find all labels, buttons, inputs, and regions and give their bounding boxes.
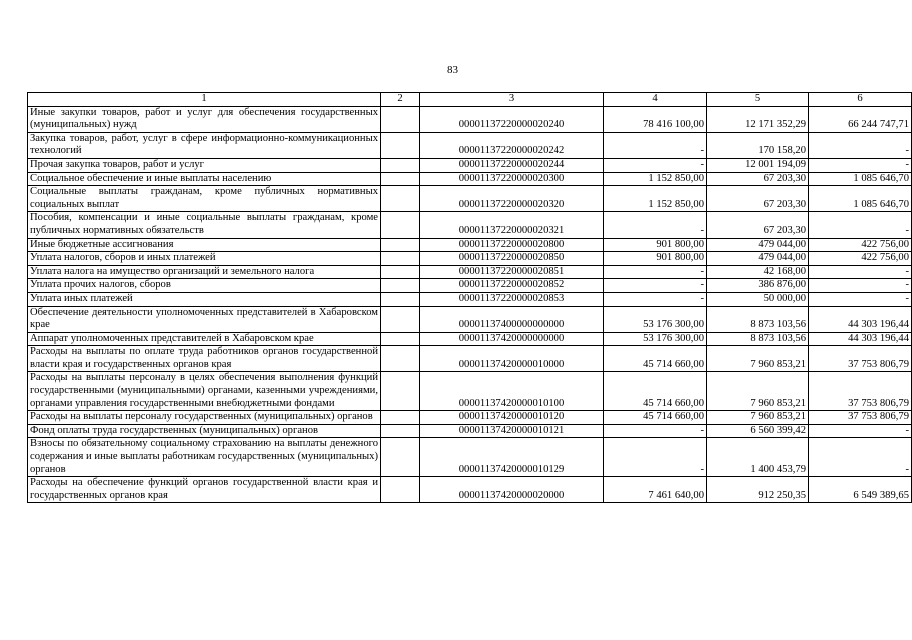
row-name: Расходы на обеспечение функций органов государственной власти края и государственных органов края xyxy=(28,477,381,503)
row-col6: - xyxy=(809,158,912,172)
row-col2 xyxy=(381,292,420,306)
row-code: 00001137420000000000 xyxy=(420,332,604,346)
row-col4: 53 176 300,00 xyxy=(604,332,707,346)
row-col6: - xyxy=(809,132,912,158)
row-col2 xyxy=(381,265,420,279)
row-col5: 912 250,35 xyxy=(707,477,809,503)
row-name: Расходы на выплаты персоналу в целях обеспечения выполнения функций государственными (муниципальными) органами, казенными учреждениями, органами управления государственными внебюджетными фондами xyxy=(28,372,381,411)
row-code: 00001137220000020244 xyxy=(420,158,604,172)
column-number: 1 xyxy=(28,93,381,107)
row-col5: 7 960 853,21 xyxy=(707,372,809,411)
table-row xyxy=(28,438,912,477)
row-col5: 67 203,30 xyxy=(707,212,809,238)
row-col6: 422 756,00 xyxy=(809,238,912,252)
row-col5: 8 873 103,56 xyxy=(707,306,809,332)
row-col5: 7 960 853,21 xyxy=(707,411,809,425)
row-col6: - xyxy=(809,438,912,477)
table-row xyxy=(28,332,912,346)
row-col5: 12 171 352,29 xyxy=(707,106,809,132)
row-col6: 37 753 806,79 xyxy=(809,411,912,425)
table-row xyxy=(28,212,912,238)
row-col5: 7 960 853,21 xyxy=(707,346,809,372)
row-col6: 37 753 806,79 xyxy=(809,372,912,411)
row-col5: 6 560 399,42 xyxy=(707,424,809,438)
row-name: Иные закупки товаров, работ и услуг для обеспечения государственных (муниципальных) нужд xyxy=(28,106,381,132)
column-number: 5 xyxy=(707,93,809,107)
table-row xyxy=(28,238,912,252)
row-col2 xyxy=(381,172,420,186)
row-name: Уплата прочих налогов, сборов xyxy=(28,279,381,293)
row-code: 00001137420000010120 xyxy=(420,411,604,425)
row-col2 xyxy=(381,106,420,132)
row-col6: - xyxy=(809,279,912,293)
row-code: 00001137420000020000 xyxy=(420,477,604,503)
row-col2 xyxy=(381,411,420,425)
row-name: Уплата иных платежей xyxy=(28,292,381,306)
table-row xyxy=(28,172,912,186)
row-col2 xyxy=(381,238,420,252)
row-col5: 8 873 103,56 xyxy=(707,332,809,346)
row-col2 xyxy=(381,306,420,332)
table-row xyxy=(28,346,912,372)
row-code: 00001137220000020300 xyxy=(420,172,604,186)
row-code: 00001137400000000000 xyxy=(420,306,604,332)
row-name: Расходы на выплаты персоналу государственных (муниципальных) органов xyxy=(28,411,381,425)
row-col4: 7 461 640,00 xyxy=(604,477,707,503)
table-row xyxy=(28,477,912,503)
column-number-row xyxy=(28,93,912,107)
row-col4: - xyxy=(604,265,707,279)
row-code: 00001137220000020240 xyxy=(420,106,604,132)
row-col6: 44 303 196,44 xyxy=(809,332,912,346)
row-col2 xyxy=(381,332,420,346)
row-name: Уплата налогов, сборов и иных платежей xyxy=(28,252,381,266)
table-row xyxy=(28,252,912,266)
row-name: Расходы на выплаты по оплате труда работников органов государственной власти края и государственных органов края xyxy=(28,346,381,372)
row-col6: - xyxy=(809,292,912,306)
row-col6: - xyxy=(809,265,912,279)
row-col2 xyxy=(381,186,420,212)
row-col4: 45 714 660,00 xyxy=(604,372,707,411)
row-col4: - xyxy=(604,438,707,477)
row-col5: 42 168,00 xyxy=(707,265,809,279)
row-code: 00001137220000020852 xyxy=(420,279,604,293)
row-col6: 44 303 196,44 xyxy=(809,306,912,332)
row-col6: - xyxy=(809,212,912,238)
row-code: 00001137220000020321 xyxy=(420,212,604,238)
row-name: Социальные выплаты гражданам, кроме публичных нормативных социальных выплат xyxy=(28,186,381,212)
row-code: 00001137420000010121 xyxy=(420,424,604,438)
row-col2 xyxy=(381,424,420,438)
table-row xyxy=(28,132,912,158)
row-col4: - xyxy=(604,279,707,293)
row-name: Аппарат уполномоченных представителей в Хабаровском крае xyxy=(28,332,381,346)
table-row xyxy=(28,424,912,438)
row-col4: - xyxy=(604,132,707,158)
page-number: 83 xyxy=(447,64,458,76)
row-col6: 66 244 747,71 xyxy=(809,106,912,132)
row-col6: 37 753 806,79 xyxy=(809,346,912,372)
row-name: Социальное обеспечение и иные выплаты населению xyxy=(28,172,381,186)
row-col2 xyxy=(381,346,420,372)
column-number: 3 xyxy=(420,93,604,107)
row-col4: - xyxy=(604,292,707,306)
row-col4: 901 800,00 xyxy=(604,252,707,266)
row-col4: 78 416 100,00 xyxy=(604,106,707,132)
table-row xyxy=(28,292,912,306)
row-col5: 1 400 453,79 xyxy=(707,438,809,477)
row-name: Уплата налога на имущество организаций и земельного налога xyxy=(28,265,381,279)
row-col2 xyxy=(381,132,420,158)
row-name: Иные бюджетные ассигнования xyxy=(28,238,381,252)
row-code: 00001137220000020800 xyxy=(420,238,604,252)
row-code: 00001137420000010000 xyxy=(420,346,604,372)
table-row xyxy=(28,158,912,172)
row-name: Взносы по обязательному социальному страхованию на выплаты денежного содержания и иные выплаты работникам государственных (муниципальных) органов xyxy=(28,438,381,477)
column-number: 4 xyxy=(604,93,707,107)
row-code: 00001137220000020850 xyxy=(420,252,604,266)
row-col4: 45 714 660,00 xyxy=(604,411,707,425)
row-col4: 901 800,00 xyxy=(604,238,707,252)
row-name: Фонд оплаты труда государственных (муниципальных) органов xyxy=(28,424,381,438)
table-row xyxy=(28,106,912,132)
row-col2 xyxy=(381,372,420,411)
column-number: 6 xyxy=(809,93,912,107)
budget-table xyxy=(27,92,912,503)
row-col4: - xyxy=(604,212,707,238)
row-col5: 50 000,00 xyxy=(707,292,809,306)
row-name: Пособия, компенсации и иные социальные выплаты гражданам, кроме публичных нормативных обязательств xyxy=(28,212,381,238)
row-col2 xyxy=(381,212,420,238)
row-code: 00001137220000020320 xyxy=(420,186,604,212)
column-number: 2 xyxy=(381,93,420,107)
row-col4: - xyxy=(604,158,707,172)
row-col4: 53 176 300,00 xyxy=(604,306,707,332)
row-name: Обеспечение деятельности уполномоченных представителей в Хабаровском крае xyxy=(28,306,381,332)
row-col2 xyxy=(381,158,420,172)
row-col2 xyxy=(381,279,420,293)
row-name: Закупка товаров, работ, услуг в сфере информационно-коммуникационных технологий xyxy=(28,132,381,158)
row-col5: 479 044,00 xyxy=(707,252,809,266)
row-code: 00001137220000020242 xyxy=(420,132,604,158)
table-row xyxy=(28,372,912,411)
table-row xyxy=(28,411,912,425)
row-col5: 386 876,00 xyxy=(707,279,809,293)
table-row xyxy=(28,306,912,332)
table-row xyxy=(28,279,912,293)
row-col2 xyxy=(381,438,420,477)
row-col6: 422 756,00 xyxy=(809,252,912,266)
row-code: 00001137420000010100 xyxy=(420,372,604,411)
row-col5: 67 203,30 xyxy=(707,186,809,212)
row-code: 00001137420000010129 xyxy=(420,438,604,477)
row-code: 00001137220000020853 xyxy=(420,292,604,306)
row-col5: 170 158,20 xyxy=(707,132,809,158)
row-col6: 6 549 389,65 xyxy=(809,477,912,503)
row-col4: - xyxy=(604,424,707,438)
row-col5: 479 044,00 xyxy=(707,238,809,252)
row-col2 xyxy=(381,477,420,503)
row-col4: 1 152 850,00 xyxy=(604,172,707,186)
row-col4: 1 152 850,00 xyxy=(604,186,707,212)
row-col6: - xyxy=(809,424,912,438)
row-col4: 45 714 660,00 xyxy=(604,346,707,372)
row-col5: 12 001 194,09 xyxy=(707,158,809,172)
row-name: Прочая закупка товаров, работ и услуг xyxy=(28,158,381,172)
table-row xyxy=(28,186,912,212)
row-code: 00001137220000020851 xyxy=(420,265,604,279)
row-col5: 67 203,30 xyxy=(707,172,809,186)
table-row xyxy=(28,265,912,279)
row-col2 xyxy=(381,252,420,266)
row-col6: 1 085 646,70 xyxy=(809,172,912,186)
row-col6: 1 085 646,70 xyxy=(809,186,912,212)
